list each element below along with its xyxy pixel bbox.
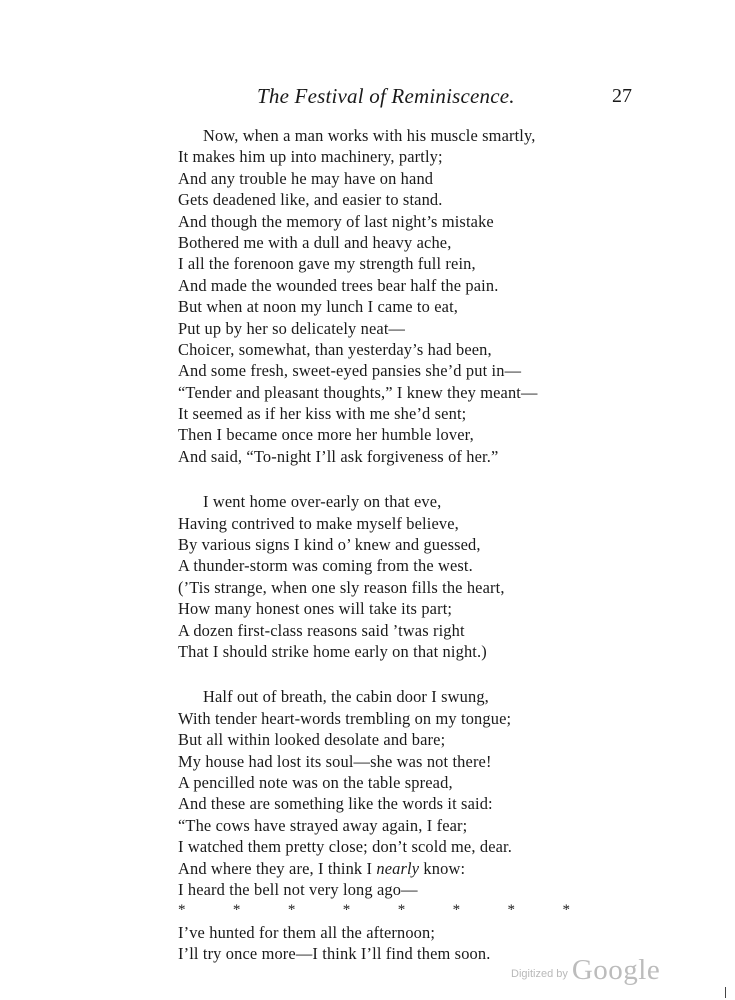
poem-line: And though the memory of last night’s mistake xyxy=(178,211,494,231)
stanza-2 xyxy=(178,491,618,662)
poem-line: How many honest ones will take its part; xyxy=(178,599,453,619)
poem-line: But when at noon my lunch I came to eat, xyxy=(178,297,459,317)
poem-line-text: know: xyxy=(419,858,466,878)
poem-line: “Tender and pleasant thoughts,” I knew they meant— xyxy=(178,382,538,402)
poem-line: Then I became once more her humble lover, xyxy=(178,425,474,445)
poem-line: But all within looked desolate and bare; xyxy=(178,730,446,750)
poem-line: It makes him up into machinery, partly; xyxy=(178,147,443,167)
asterisk-break xyxy=(178,900,570,921)
page-number: 27 xyxy=(612,85,632,107)
poem-line: I heard the bell not very long ago— xyxy=(178,879,418,899)
poem-line: A thunder-storm was coming from the west. xyxy=(178,556,473,576)
running-head xyxy=(0,84,735,114)
poem-line: And some fresh, sweet-eyed pansies she’d put in— xyxy=(178,361,522,381)
poem-line: My house had lost its soul—she was not there! xyxy=(178,751,492,771)
poem-line: I’ll try once more—I think I’ll find them soon. xyxy=(178,944,491,964)
poem-line: I watched them pretty close; don’t scold me, dear. xyxy=(178,837,512,857)
poem-line: I’ve hunted for them all the afternoon; xyxy=(178,922,436,942)
poem-line: (’Tis strange, when one sly reason fills the heart, xyxy=(178,577,505,597)
digitized-by-google-watermark xyxy=(511,951,660,985)
poem-line: It seemed as if her kiss with me she’d sent; xyxy=(178,404,467,424)
poem-line: With tender heart-words trembling on my tongue; xyxy=(178,708,512,728)
asterisk: * xyxy=(562,902,570,919)
poem-line: And any trouble he may have on hand xyxy=(178,168,434,188)
poem-line: A dozen first-class reasons said ’twas right xyxy=(178,620,465,640)
stanza-3 xyxy=(178,686,618,964)
asterisk: * xyxy=(287,902,296,919)
google-logo: Google xyxy=(571,954,661,986)
poem-line: And made the wounded trees bear half the pain. xyxy=(178,275,499,295)
poem-line: I went home over-early on that eve, xyxy=(203,492,442,512)
poem-line: Now, when a man works with his muscle smartly, xyxy=(203,126,536,145)
poem-line: Gets deadened like, and easier to stand. xyxy=(178,190,443,210)
asterisk: * xyxy=(178,902,186,919)
asterisk: * xyxy=(342,902,351,919)
asterisk: * xyxy=(452,902,461,919)
poem-line: That I should strike home early on that night.) xyxy=(178,641,487,661)
emphasized-word: nearly xyxy=(376,858,420,878)
margin-mark xyxy=(725,987,726,998)
poem-line: Choicer, somewhat, than yesterday’s had been, xyxy=(178,339,492,359)
stanza-1 xyxy=(178,125,618,467)
asterisk: * xyxy=(397,902,406,919)
poem-line: A pencilled note was on the table spread, xyxy=(178,772,453,792)
running-title: The Festival of Reminiscence. xyxy=(257,84,515,108)
asterisk: * xyxy=(232,902,241,919)
asterisk: * xyxy=(507,902,516,919)
poem-line-emphasis xyxy=(178,858,618,879)
poem-line: Half out of breath, the cabin door I swung, xyxy=(203,687,489,707)
poem-line: Put up by her so delicately neat— xyxy=(178,318,406,338)
poem-body xyxy=(178,125,618,988)
digitized-label: Digitized by xyxy=(511,968,568,980)
poem-line: “The cows have strayed away again, I fear; xyxy=(178,815,468,835)
poem-line: By various signs I kind o’ knew and guessed, xyxy=(178,535,481,555)
poem-line: And these are something like the words it said: xyxy=(178,794,493,814)
poem-line: Having contrived to make myself believe, xyxy=(178,513,459,533)
poem-line-text: And where they are, I think I xyxy=(178,858,377,878)
poem-line: Bothered me with a dull and heavy ache, xyxy=(178,232,452,252)
poem-line: And said, “To-night I’ll ask forgiveness of her.” xyxy=(178,446,499,466)
poem-line: I all the forenoon gave my strength full rein, xyxy=(178,254,476,274)
